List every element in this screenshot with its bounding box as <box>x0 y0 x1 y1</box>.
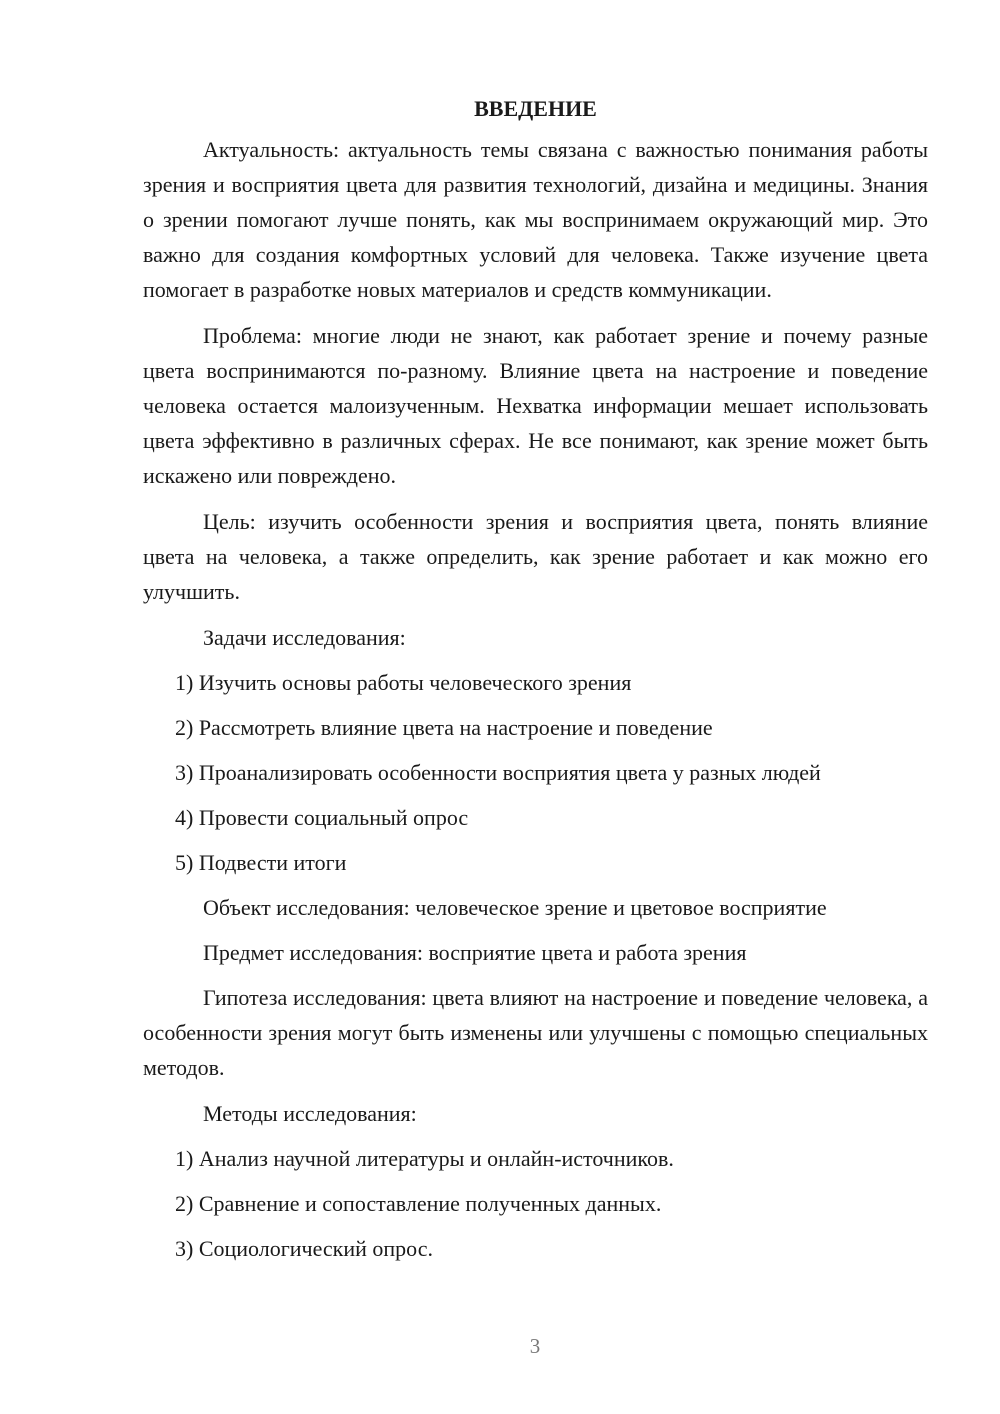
section-heading: ВВЕДЕНИЕ <box>474 96 597 121</box>
list-item: 2) Сравнение и сопоставление полученных данных. <box>175 1191 662 1216</box>
research-subject: Предмет исследования: восприятие цвета и работа зрения <box>203 940 747 965</box>
list-item: 4) Провести социальный опрос <box>175 805 469 830</box>
methods-title: Методы исследования: <box>203 1101 417 1126</box>
hypothesis-paragraph: Гипотеза исследования: цвета влияют на настроение и поведение человека, а особенности зрения могут быть изменены или улучшены с помощью специальных методов. <box>143 985 928 1080</box>
list-item: 5) Подвести итоги <box>175 850 347 875</box>
list-item: 1) Анализ научной литературы и онлайн-источников. <box>175 1146 674 1171</box>
research-object: Объект исследования: человеческое зрение и цветовое восприятие <box>203 895 827 920</box>
tasks-list <box>143 665 928 880</box>
page-number: 3 <box>529 1334 541 1358</box>
methods-list <box>143 1141 928 1266</box>
list-item: 3) Проанализировать особенности восприятия цвета у разных людей <box>175 760 821 785</box>
relevance-paragraph: Актуальность: актуальность темы связана с важностью понимания работы зрения и восприятия цвета для развития технологий, дизайна и медицины. Знания о зрении помогают лучше понять, как мы воспринимаем окружающий мир. Это важно для создания комфортных условий для человека. Также изучение цвета помогает в разработке новых материалов и средств коммуникации. <box>143 137 928 302</box>
document-page <box>143 92 928 1276</box>
goal-paragraph: Цель: изучить особенности зрения и восприятия цвета, понять влияние цвета на человека, а также определить, как зрение работает и как можно его улучшить. <box>143 509 928 604</box>
list-item: 2) Рассмотреть влияние цвета на настроение и поведение <box>175 715 713 740</box>
list-item: 1) Изучить основы работы человеческого зрения <box>175 670 632 695</box>
list-item: 3) Социологический опрос. <box>175 1236 433 1261</box>
tasks-title: Задачи исследования: <box>203 625 406 650</box>
problem-paragraph: Проблема: многие люди не знают, как работает зрение и почему разные цвета воспринимаются по-разному. Влияние цвета на настроение и поведение человека остается малоизученным. Нехватка информации мешает использовать цвета эффективно в различных сферах. Не все понимают, как зрение может быть искажено или повреждено. <box>143 323 928 488</box>
